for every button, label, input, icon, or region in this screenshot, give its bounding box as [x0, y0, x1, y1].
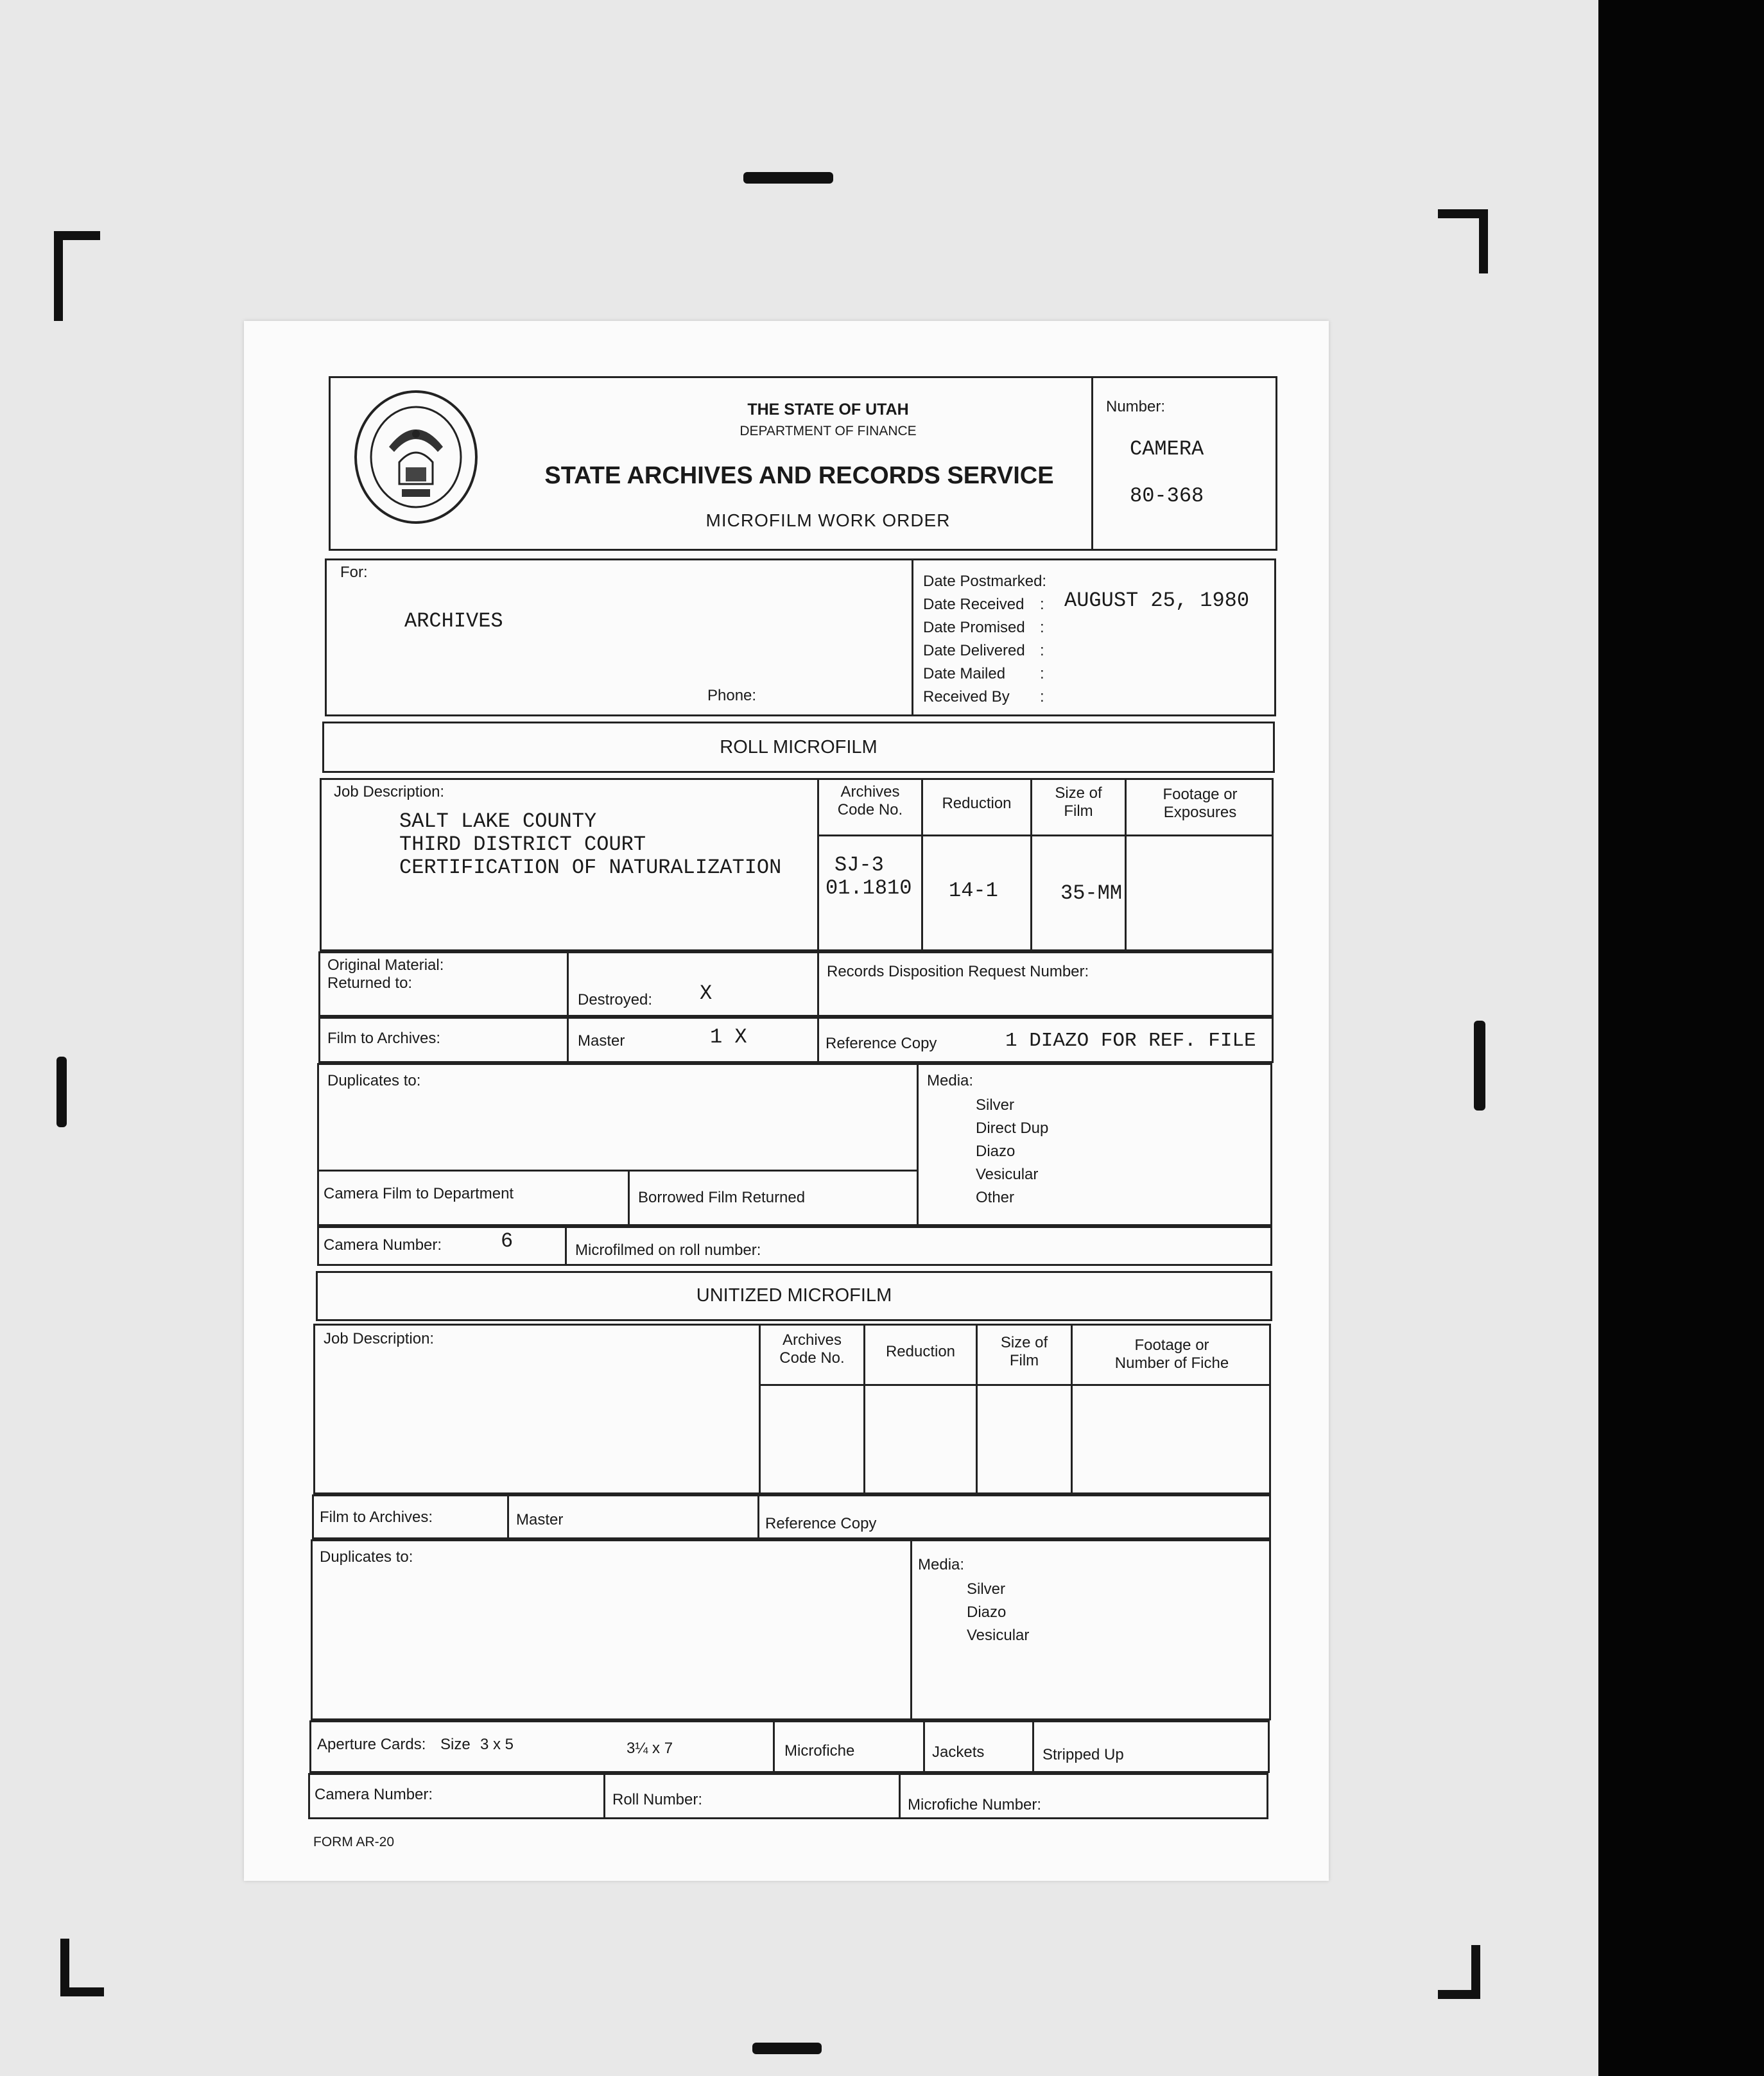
- original-material-label: Original Material: Returned to:: [327, 956, 444, 992]
- camera-number-row: [317, 1226, 1272, 1266]
- roll-job-line-3: CERTIFICATION OF NATURALIZATION: [399, 856, 782, 879]
- for-value: ARCHIVES: [404, 609, 503, 633]
- unitized-col-footage-header: Footage or Number of Fiche: [1114, 1336, 1229, 1372]
- duplicates-label: Duplicates to:: [327, 1072, 421, 1089]
- roll-job-description-label: Job Description:: [334, 783, 445, 800]
- roll-job-line-1: SALT LAKE COUNTY: [399, 809, 597, 833]
- roll-col-reduction-header: Reduction: [942, 795, 1012, 812]
- microfiche-label: Microfiche: [784, 1742, 855, 1760]
- date-delivered-label: Date Delivered: [923, 642, 1025, 659]
- date-postmarked-label: Date Postmarked:: [923, 573, 1047, 590]
- unitized-col-size-header: Size of Film: [1000, 1334, 1048, 1369]
- date-received-value: AUGUST 25, 1980: [1064, 589, 1250, 612]
- camera-number-label: Camera Number:: [324, 1236, 442, 1254]
- crop-mark: [752, 2043, 822, 2054]
- state-title: THE STATE OF UTAH: [747, 401, 909, 419]
- unitized-media-diazo: Diazo: [967, 1604, 1007, 1621]
- roll-code-line1: SJ-3: [834, 853, 884, 877]
- destroyed-label: Destroyed:: [578, 991, 653, 1008]
- number-value-line2: 80-368: [1130, 484, 1204, 508]
- aperture-cards-label: Aperture Cards:: [317, 1736, 426, 1753]
- master-label: Master: [578, 1032, 625, 1050]
- form-id: FORM AR-20: [313, 1835, 395, 1849]
- microfilmed-roll-label: Microfilmed on roll number:: [575, 1241, 761, 1259]
- crop-mark: [1479, 209, 1488, 273]
- aperture-size-3x7: 3¼ x 7: [627, 1740, 673, 1757]
- date-mailed-label: Date Mailed: [923, 665, 1006, 682]
- department-title: DEPARTMENT OF FINANCE: [739, 424, 917, 438]
- stripped-up-label: Stripped Up: [1042, 1746, 1124, 1763]
- crop-mark: [1438, 1990, 1480, 1999]
- film-to-archives-label: Film to Archives:: [327, 1030, 441, 1047]
- phone-label: Phone:: [707, 687, 757, 704]
- roll-col-footage-header: Footage or Exposures: [1163, 786, 1238, 821]
- unitized-col-code-header: Archives Code No.: [779, 1331, 845, 1367]
- form-title: MICROFILM WORK ORDER: [705, 510, 951, 530]
- roll-job-line-2: THIRD DISTRICT COURT: [399, 833, 646, 856]
- crop-mark: [56, 1057, 67, 1127]
- roll-reduction-value: 14-1: [949, 879, 998, 903]
- unitized-col-reduction-header: Reduction: [885, 1343, 956, 1360]
- date-colon-column: : : : : :: [1040, 596, 1044, 705]
- records-disposition-label: Records Disposition Request Number:: [827, 963, 1089, 980]
- unitized-section-title: UNITIZED MICROFILM: [696, 1285, 892, 1306]
- number-value-line1: CAMERA: [1130, 437, 1204, 461]
- jackets-label: Jackets: [932, 1743, 985, 1761]
- master-value: 1 X: [710, 1025, 747, 1049]
- date-promised-label: Date Promised: [923, 619, 1025, 636]
- unitized-camera-number-label: Camera Number:: [315, 1786, 433, 1803]
- crop-mark: [743, 172, 833, 184]
- received-by-label: Received By: [923, 688, 1010, 705]
- crop-mark: [1474, 1021, 1485, 1111]
- roll-code-line2: 01.1810: [826, 876, 912, 900]
- scanner-edge: [1598, 0, 1764, 2076]
- roll-size-value: 35-MM: [1060, 881, 1123, 905]
- roll-number-label: Roll Number:: [612, 1791, 703, 1808]
- for-label: For:: [340, 564, 368, 581]
- media-silver: Silver: [976, 1096, 1015, 1114]
- unitized-camera-row: [308, 1773, 1268, 1819]
- borrowed-film-label: Borrowed Film Returned: [638, 1189, 806, 1206]
- crop-mark: [54, 231, 100, 240]
- roll-col-code-header: Archives Code No.: [837, 783, 903, 818]
- state-seal-icon: [352, 388, 480, 526]
- media-diazo: Diazo: [976, 1143, 1016, 1160]
- unitized-media-vesicular: Vesicular: [967, 1627, 1030, 1644]
- roll-col-size-header: Size of Film: [1055, 784, 1102, 820]
- camera-film-label: Camera Film to Department: [324, 1185, 514, 1202]
- unitized-media-options: [967, 1578, 1029, 1647]
- aperture-size-3x5: 3 x 5: [480, 1736, 514, 1753]
- unitized-media-silver: Silver: [967, 1580, 1006, 1598]
- original-material-row: [318, 951, 1274, 1017]
- media-label: Media:: [927, 1072, 974, 1089]
- unitized-duplicates-label: Duplicates to:: [320, 1548, 413, 1566]
- number-label: Number:: [1106, 398, 1166, 415]
- crop-mark: [60, 1987, 104, 1996]
- media-vesicular: Vesicular: [976, 1166, 1039, 1183]
- work-order-form: [244, 321, 1329, 1881]
- media-other: Other: [976, 1189, 1015, 1206]
- media-options: [976, 1094, 1048, 1209]
- roll-section-title: ROLL MICROFILM: [720, 737, 878, 757]
- unitized-media-label: Media:: [918, 1556, 965, 1573]
- service-title: STATE ARCHIVES AND RECORDS SERVICE: [544, 462, 1054, 489]
- destroyed-value: X: [700, 982, 713, 1005]
- unitized-reference-copy-label: Reference Copy: [765, 1515, 877, 1532]
- microfiche-number-label: Microfiche Number:: [908, 1796, 1042, 1813]
- date-received-label: Date Received: [923, 596, 1025, 613]
- camera-number-value: 6: [501, 1229, 514, 1253]
- reference-copy-value: 1 DIAZO FOR REF. FILE: [1005, 1030, 1256, 1052]
- unitized-job-description-label: Job Description:: [324, 1330, 435, 1347]
- for-dates-box: [325, 558, 1276, 716]
- media-direct-dup: Direct Dup: [976, 1120, 1049, 1137]
- reference-copy-label: Reference Copy: [826, 1035, 937, 1052]
- unitized-film-to-archives-label: Film to Archives:: [320, 1509, 433, 1526]
- unitized-duplicates-box: [311, 1539, 1271, 1720]
- date-label-column: [923, 570, 1046, 709]
- aperture-size-label: Size: [440, 1736, 471, 1753]
- crop-mark: [54, 231, 63, 321]
- unitized-master-label: Master: [516, 1511, 564, 1528]
- crop-mark: [1438, 209, 1488, 218]
